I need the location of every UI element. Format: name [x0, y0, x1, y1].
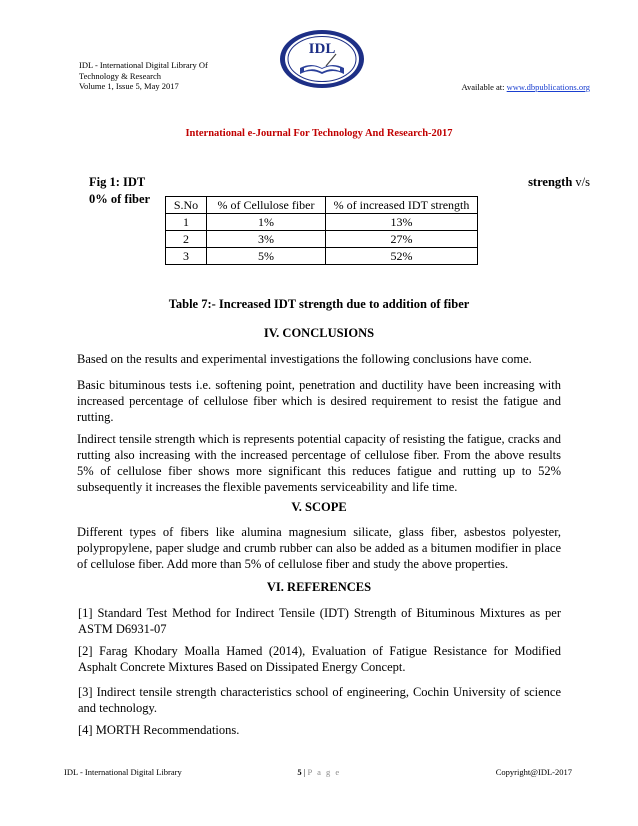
header-line-3: Volume 1, Issue 5, May 2017 [79, 81, 179, 91]
page-separator: | [301, 767, 308, 777]
idt-strength-table [165, 196, 478, 265]
table-cell: 1 [166, 214, 207, 231]
scope-paragraph: Different types of fibers like alumina magnesium silicate, glass fiber, asbestos polyester, polypropylene, paper sludge and crumb rubber can also be added as a bitumen modifier in place of cellulose fiber. Add more than 5% of cellulose fiber and study the above properties. [77, 525, 561, 571]
conclusions-paragraph-1: Based on the results and experimental investigations the following conclusions have come. [77, 352, 532, 366]
figure-caption-line-2: 0% of fiber [89, 192, 151, 206]
references-heading: VI. REFERENCES [266, 580, 372, 594]
footer-copyright: Copyright@IDL-2017 [495, 767, 572, 777]
table-cell: 2 [166, 231, 207, 248]
scope-heading: V. SCOPE [291, 500, 347, 514]
figure-caption-strength: strength [528, 175, 573, 189]
figure-caption [89, 174, 150, 208]
conclusions-heading: IV. CONCLUSIONS [263, 326, 375, 340]
table-header-cell: % of increased IDT strength [326, 197, 478, 214]
reference-item-3: [3] Indirect tensile strength characteristics school of engineering, Cochin University of science and technology. [78, 685, 561, 715]
table-cell: 5% [207, 248, 326, 265]
page-word: P a g e [307, 767, 341, 777]
reference-item-1: [1] Standard Test Method for Indirect Tensile (IDT) Strength of Bituminous Mixtures as per ASTM D6931-07 [78, 606, 561, 636]
reference-item-4: [4] MORTH Recommendations. [78, 723, 240, 737]
footer-library: IDL - International Digital Library [64, 767, 182, 777]
figure-caption-vs: v/s [572, 175, 590, 189]
table-cell: 13% [326, 214, 478, 231]
header-line-2: Technology & Research [79, 70, 162, 81]
table-header-cell: % of Cellulose fiber [207, 197, 326, 214]
table-caption: Table 7:- Increased IDT strength due to addition of fiber [168, 297, 470, 311]
journal-title: International e-Journal For Technology And Research-2017 [185, 128, 453, 139]
page-number: 5 [297, 767, 302, 777]
table-row [166, 214, 478, 231]
header-line-1: IDL - International Digital Library Of [79, 60, 208, 70]
logo-text: IDL [308, 41, 336, 57]
conclusions-paragraph-2: Basic bituminous tests i.e. softening point, penetration and ductility have been increasing with increased percentage of cellulose fiber which is desired requirement to resist the fatigue and rutting. [77, 378, 561, 424]
table-cell: 52% [326, 248, 478, 265]
idl-logo [278, 28, 366, 90]
conclusions-paragraph-3: Indirect tensile strength which is represents potential capacity of resisting the fatigue, cracks and rutting also increasing with the increased percentage of cellulose fiber. From the above results 5% of cellulose fiber shows more significant this reduces fatigue and rutting up to 52% subsequently it increases the flexible pavements serviceability and life time. [77, 432, 561, 494]
table-row [166, 248, 478, 265]
table-cell: 27% [326, 231, 478, 248]
table-row [166, 231, 478, 248]
header-left [79, 60, 279, 92]
table-header-cell: S.No [166, 197, 207, 214]
table-cell: 1% [207, 214, 326, 231]
website-link[interactable]: www.dbpublications.org [506, 82, 590, 92]
available-at-label: Available at: [461, 82, 507, 92]
table-header-row [166, 197, 478, 214]
reference-item-2: [2] Farag Khodary Moalla Hamed (2014), Evaluation of Fatigue Resistance for Modified Asphalt Concrete Mixtures Based on Dissipated Energy Concept. [78, 644, 561, 674]
figure-caption-line-1: Fig 1: IDT [89, 175, 146, 189]
table-cell: 3% [207, 231, 326, 248]
figure-caption-right [528, 174, 590, 191]
header-right [462, 82, 591, 93]
table-cell: 3 [166, 248, 207, 265]
